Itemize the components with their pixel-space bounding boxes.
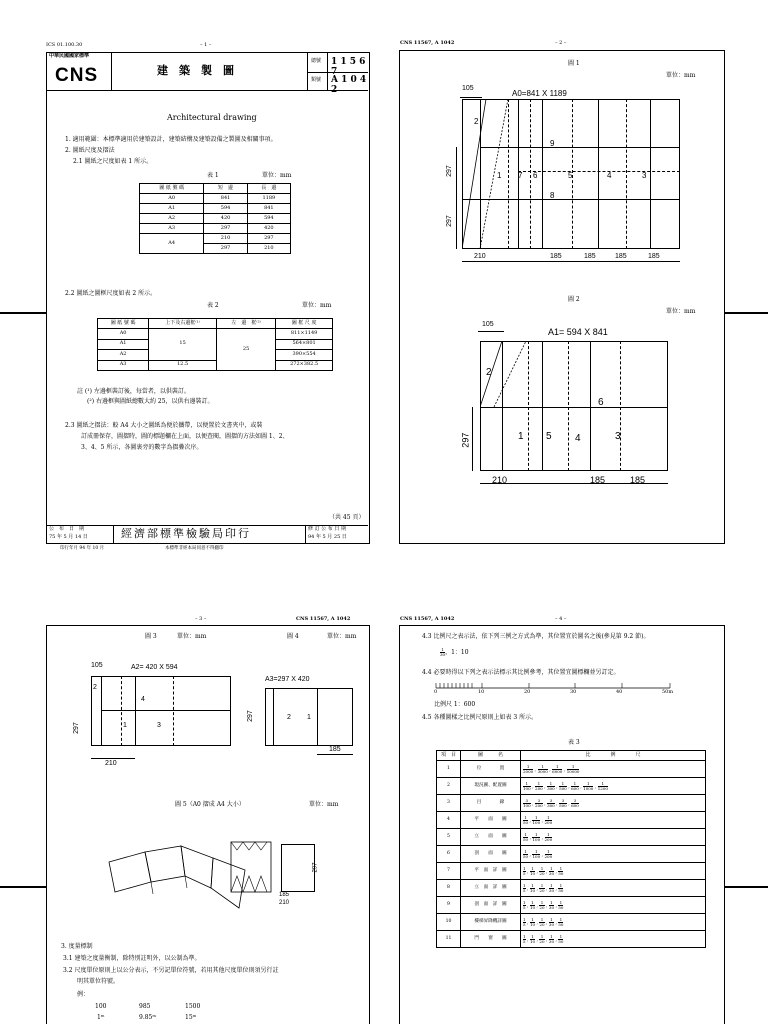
- pub-label: 公 布 日 期: [49, 526, 85, 532]
- cns-logo: CNS: [55, 65, 99, 86]
- scale-fraction: $\frac{1}{20}$: [539, 933, 545, 944]
- page-3: 圖 3 單位：mm 圖 4 單位：mm 105 A2= 420 X 594 2 4 1 3 297 210 A3=297 X 420 2 1 297 185 圖 5（A0 摺成 A4 大小） 單位：mm 297 185 210 3. 度量標制 3.1 建築之度量衡制，除特別註明外，以公制為準。 3.2 尺度單位原則上以公分表示，不另記單位符號，若用其他尺度單位則須另行註 明其單位符號。 例： 100 985 1500 1ᵐ 9.85ᵐ 15ᵐ: [46, 625, 370, 1024]
- fig2-caption: 圖 2: [568, 296, 580, 303]
- fig5-folded-stack: [227, 836, 287, 896]
- table-row: 3 目 錄 $\frac{3}{100}$ , $\frac{3}{200}$ , $\frac{3}{300}$ , $\frac{3}{500}$ , $\frac{3}{600}$: [437, 795, 706, 812]
- fig4-dim-b: 185: [329, 746, 341, 753]
- table3-caption: 表 3: [568, 739, 580, 746]
- fig4-title: A3=297 X 420: [265, 676, 310, 683]
- rev-label: 修 訂 公 布 日 期: [308, 526, 346, 532]
- page4-number: – 4 –: [555, 616, 567, 622]
- scale-example-1: $\frac{1}{30}$ ，1：10: [440, 647, 469, 657]
- print-date: 印行年月 94 年 10 月: [60, 546, 105, 551]
- fig4-caption: 圖 4: [287, 633, 299, 640]
- scale-fraction: $\frac{1}{600}$: [571, 780, 579, 791]
- org-name: 中華民國國家標準: [49, 53, 90, 59]
- table-row: 5 立 面 圖 $\frac{1}{50}$ , $\frac{1}{100}$ , $\frac{1}{200}$: [437, 829, 706, 846]
- class-label: 類號: [311, 77, 322, 83]
- section-4-4: 4.4 必要時得以下列之表示法標示其比例參考，其位置宜圖標欄並另訂定。: [422, 669, 620, 676]
- scale-fraction: $\frac{1}{6000}$: [552, 763, 563, 774]
- note-2: (²) 右邊框與圖紙總數大約 25，以供右邊裝訂。: [87, 398, 214, 405]
- pub-date: 75 年 5 月 14 日: [49, 534, 88, 540]
- section-3-2a: 3.2 尺度單位原則上以公分表示，不另記單位符號，若用其他尺度單位則須另行註: [63, 967, 279, 974]
- scale-fraction: $\frac{1}{200}$: [544, 848, 553, 859]
- fig1-fold-lines: [462, 99, 522, 249]
- scale-fraction: $\frac{1}{100}$: [523, 780, 531, 791]
- fig4-unit: 單位：mm: [327, 633, 357, 640]
- scale-fraction: $\frac{1}{5}$: [523, 916, 526, 927]
- table-row: 297 210: [140, 244, 291, 254]
- scale-fraction: $\frac{1}{100}$: [532, 831, 541, 842]
- fig1-dim-h1: 297: [445, 165, 453, 177]
- table-row: 11 門 窗 圖 $\frac{1}{5}$ , $\frac{1}{10}$ , $\frac{1}{20}$ , $\frac{1}{30}$ , $\frac{1}{50}$: [437, 931, 706, 948]
- fig1-dim-h2: 297: [445, 215, 453, 227]
- fig3-dim-h: 297: [72, 722, 80, 734]
- header-block: [47, 53, 368, 96]
- scale-fraction: $\frac{1}{50}$: [558, 933, 564, 944]
- page3-number: – 3 –: [195, 616, 207, 622]
- page1-number: – 1 –: [200, 42, 212, 48]
- table-1: 圖 紙 號 碼 短 邊 長 邊 A0 841 1189 A1 594 841 A2 420 594 A3 297 420 A4 210 297 297 210: [139, 183, 291, 254]
- scale-fraction: $\frac{1}{100}$: [532, 848, 541, 859]
- fig2-dim-h: 297: [460, 432, 471, 448]
- table-row: A1 564×801: [98, 339, 333, 350]
- table-row: A0 841 1189: [140, 194, 291, 204]
- table-row: A0 15 25 811×1149: [98, 329, 333, 340]
- section-2-3b: 訂成冊保存，圖摺時，圖的標題欄在上面，以便查閱，圖摺的方法如圖 1、2、: [81, 433, 289, 440]
- fig5-caption: 圖 5（A0 摺成 A4 大小）: [175, 801, 245, 808]
- scale-fraction: $\frac{1}{5}$: [523, 899, 526, 910]
- scale-fraction: $\frac{1}{3000}$: [537, 763, 548, 774]
- scale-fraction: $\frac{1}{200}$: [544, 831, 553, 842]
- table-2: 圖 紙 號 碼 上下及右邊框⁽¹⁾ 左 邊 框⁽²⁾ 圖 框 尺 度 A0 15 25 811×1149 A1 564×801 A2 390×554 A3 12.5 272×382.5: [97, 318, 333, 371]
- fig3-dim-w: 105: [91, 662, 103, 669]
- scale-fraction: $\frac{1}{20}$: [539, 865, 545, 876]
- table-row: A3 12.5 272×382.5: [98, 360, 333, 371]
- table2-caption: 表 2: [207, 302, 219, 309]
- scale-fraction: $\frac{1}{10}$: [529, 916, 536, 927]
- scale-fraction: $\frac{1}{5}$: [523, 933, 526, 944]
- crop-mark-right-bottom: [725, 886, 768, 888]
- page-2: 圖 1 單位：mm A0=841 X 1189 105 2 1 7 6 5 4 3 9 8 297 297 210 185 185 185 185 圖 2 單位：mm A1= 594 X 841 105 2 1 5 4 3 6 297 210 185 185: [399, 50, 725, 544]
- fig4-dim-h: 297: [246, 710, 254, 722]
- std-no: 1 1 5 6 7: [331, 57, 366, 78]
- scale-fraction: $\frac{3}{500}$: [559, 797, 567, 808]
- scale-fraction: $\frac{3}{100}$: [523, 797, 531, 808]
- scale-fraction: $\frac{1}{30}$: [548, 916, 554, 927]
- section-2-2: 2.2 圖紙之圖框尺度如表 2 所示。: [65, 290, 157, 297]
- table2-unit: 單位：mm: [302, 302, 332, 309]
- table1-caption: 表 1: [207, 172, 219, 179]
- fig2-dim-105: 105: [482, 321, 494, 328]
- graphic-scale-bar: [434, 680, 674, 690]
- scale-fraction: $\frac{1}{10000}$: [566, 763, 580, 774]
- scale-fraction: $\frac{1}{20}$: [539, 882, 545, 893]
- page-count: （共 45 頁）: [329, 514, 365, 521]
- fig2-unit: 單位：mm: [666, 308, 696, 315]
- table-row: 8 立 面 詳 圖 $\frac{1}{5}$ , $\frac{1}{10}$ , $\frac{1}{20}$ , $\frac{1}{30}$ , $\frac{1}{50}$: [437, 880, 706, 897]
- scale-fraction: $\frac{3}{600}$: [571, 797, 579, 808]
- scale-fraction: $\frac{1}{5}$: [523, 865, 526, 876]
- table-row: 10 樓梯昇降機詳圖 $\frac{1}{5}$ , $\frac{1}{10}$ , $\frac{1}{20}$ , $\frac{1}{30}$ , $\frac{1}{50}$: [437, 914, 706, 931]
- scale-fraction: $\frac{1}{20}$: [539, 916, 545, 927]
- fig3-unit: 單位：mm: [177, 633, 207, 640]
- scale-fraction: $\frac{1}{10}$: [529, 899, 536, 910]
- section-2-3c: 3、4、5 所示，各圖裏旁的數字為摺疊次序。: [81, 444, 203, 451]
- fig1-unit: 單位：mm: [666, 72, 696, 79]
- fig3-dim-b: 210: [105, 760, 117, 767]
- section-3-1: 3.1 建築之度量衡制，除特別註明外，以公制為準。: [63, 955, 201, 962]
- example-label: 例：: [77, 991, 90, 998]
- fig5-a4: [281, 844, 315, 892]
- copyright: 本標準非經本局同意不得翻印: [165, 546, 224, 551]
- std-no-label: 總號: [311, 58, 322, 64]
- section-2: 2. 圖紙尺度及摺法: [65, 147, 115, 154]
- page2-std: CNS 11567, A 1042: [400, 40, 455, 46]
- crop-mark-right-top: [725, 312, 768, 314]
- fig1-caption: 圖 1: [568, 60, 580, 67]
- page3-std: CNS 11567, A 1042: [296, 616, 351, 622]
- fig1-dim-105: 105: [462, 85, 474, 92]
- scale-fraction: $\frac{1}{50}$: [558, 916, 564, 927]
- scale-fraction: $\frac{1}{2000}$: [523, 763, 534, 774]
- crop-mark-left-top: [0, 312, 46, 314]
- page-4: 4.3 比例尺之表示法，依下列三例之方式為準，其位置宜於圖名之後(參見第 9.2 節)。 $\frac{1}{30}$ ，1：10 4.4 必要時得以下列之表示法標示其比例參考，其位置宜圖標欄並另訂定。 0 10 20 30 40 50m 比例尺 1：600 4.5 各種圖樣之比例尺原則上如表 3 所示。 表 3 項 目 圖 名 比 例 尺 1 位 置 $\frac{1}{2000}$ , $\frac{1}{3000}$ , $\frac{1}{6000}$ , $\frac{1}{10000}$ 2 現況圖、配置圖 $\frac{1}{100}$ , $\frac{1}{200}$ , $\frac{1}{300}$ , $\frac{1}{500}$ , $\frac{1}{600}$ , $\frac{1}{1000}$ , $\frac{1}{1200}$ 3 目 錄 $\frac{3}{100}$ , $\frac{3}{200}$ , $\frac{3}{300}$ , $\frac{3}{500}$ , $\frac{3}{600}$ 4 平 面 圖 $\frac{1}{50}$ , $\frac{1}{100}$ , $\frac{1}{200}$ 5 立 面 圖 $\frac{1}{50}$ , $\frac{1}{100}$ , $\frac{1}{200}$ 6 剖 面 圖 $\frac{1}{50}$ , $\frac{1}{100}$ , $\frac{1}{200}$ 7 平 面 詳 圖 $\frac{1}{5}$ , $\frac{1}{10}$ , $\frac{1}{20}$ , $\frac{1}{30}$ , $\frac{1}{50}$ 8 立 面 詳 圖 $\frac{1}{5}$ , $\frac{1}{10}$ , $\frac{1}{20}$ , $\frac{1}{30}$ , $\frac{1}{50}$ 9 剖 面 詳 圖 $\frac{1}{5}$ , $\frac{1}{10}$ , $\frac{1}{20}$ , $\frac{1}{30}$ , $\frac{1}{50}$ 10 樓梯昇降機詳圖 $\frac{1}{5}$ , $\frac{1}{10}$ , $\frac{1}{20}$ , $\frac{1}{30}$ , $\frac{1}{50}$ 11 門 窗 圖 $\frac{1}{5}$ , $\frac{1}{10}$ , $\frac{1}{20}$ , $\frac{1}{30}$ , $\frac{1}{50}$: [399, 625, 725, 1024]
- section-3-2b: 明其單位符號。: [77, 978, 120, 985]
- table-row: A2 390×554: [98, 350, 333, 361]
- scale-fraction: $\frac{1}{50}$: [558, 865, 564, 876]
- table-row: 4 平 面 圖 $\frac{1}{50}$ , $\frac{1}{100}$ , $\frac{1}{200}$: [437, 812, 706, 829]
- table-row: A2 420 594: [140, 214, 291, 224]
- table-row: A4 210 297: [140, 234, 291, 244]
- scale-fraction: $\frac{3}{200}$: [535, 797, 543, 808]
- section-1: 1. 適用範圍：本標準適用於建築設計，建築結構及建築設備之製圖及相關事項。: [65, 136, 277, 143]
- table-row: 9 剖 面 詳 圖 $\frac{1}{5}$ , $\frac{1}{10}$ , $\frac{1}{20}$ , $\frac{1}{30}$ , $\frac{1}{50}$: [437, 897, 706, 914]
- ics-code: ICS 01.100.30: [46, 42, 83, 48]
- scale-fraction: $\frac{1}{50}$: [558, 899, 564, 910]
- scale-fraction: $\frac{1}{10}$: [529, 882, 536, 893]
- section-2-3a: 2.3 圖紙之摺法：較 A4 大小之圖紙為便於攜帶，以便置於文書夾中，或裝: [65, 422, 263, 429]
- scale-fraction: $\frac{1}{50}$: [558, 882, 564, 893]
- section-4-3: 4.3 比例尺之表示法，依下列三例之方式為準，其位置宜於圖名之後(參見第 9.2 節)。: [422, 633, 650, 640]
- table-row: 2 現況圖、配置圖 $\frac{1}{100}$ , $\frac{1}{200}$ , $\frac{1}{300}$ , $\frac{1}{500}$ , $\frac{1}{600}$ , $\frac{1}{1000}$ , $\frac{1}{1200}$: [437, 778, 706, 795]
- fig1-title: A0=841 X 1189: [512, 89, 567, 98]
- fig3-title: A2= 420 X 594: [131, 664, 178, 671]
- page2-number: – 2 –: [555, 40, 567, 46]
- printer: 經濟部標準檢驗局印行: [121, 527, 251, 540]
- scale-fraction: $\frac{1}{50}$: [523, 831, 529, 842]
- fig3-sheet: [91, 676, 231, 746]
- section-2-1: 2.1 圖紙之尺度如表 1 所示。: [73, 158, 153, 165]
- table-row: A3 297 420: [140, 224, 291, 234]
- scale-fraction: $\frac{1}{1000}$: [583, 780, 594, 791]
- table-row: A1 594 841: [140, 204, 291, 214]
- footer-block: [47, 525, 368, 543]
- table-row: 6 剖 面 圖 $\frac{1}{50}$ , $\frac{1}{100}$ , $\frac{1}{200}$: [437, 846, 706, 863]
- fig2-title: A1= 594 X 841: [548, 327, 608, 337]
- scale-fraction: $\frac{1}{30}$: [548, 865, 554, 876]
- scale-text: 比例尺 1：600: [434, 701, 476, 708]
- section-4-5: 4.5 各種圖樣之比例尺原則上如表 3 所示。: [422, 714, 538, 721]
- scale-fraction: $\frac{1}{10}$: [529, 865, 536, 876]
- page-1: [46, 52, 370, 544]
- scale-fraction: $\frac{1}{10}$: [529, 933, 536, 944]
- english-title: Architectural drawing: [167, 113, 257, 122]
- scale-fraction: $\frac{1}{300}$: [547, 780, 555, 791]
- scale-fraction: $\frac{1}{200}$: [544, 814, 553, 825]
- scale-fraction: $\frac{1}{1200}$: [597, 780, 608, 791]
- scale-fraction: $\frac{1}{50}$: [523, 814, 529, 825]
- table-3: 項 目 圖 名 比 例 尺 1 位 置 $\frac{1}{2000}$ , $\frac{1}{3000}$ , $\frac{1}{6000}$ , $\frac{1}{10000}$ 2 現況圖、配置圖 $\frac{1}{100}$ , $\frac{1}{200}$ , $\frac{1}{300}$ , $\frac{1}{500}$ , $\frac{1}{600}$ , $\frac{1}{1000}$ , $\frac{1}{1200}$ 3 目 錄 $\frac{3}{100}$ , $\frac{3}{200}$ , $\frac{3}{300}$ , $\frac{3}{500}$ , $\frac{3}{600}$ 4 平 面 圖 $\frac{1}{50}$ , $\frac{1}{100}$ , $\frac{1}{200}$ 5 立 面 圖 $\frac{1}{50}$ , $\frac{1}{100}$ , $\frac{1}{200}$ 6 剖 面 圖 $\frac{1}{50}$ , $\frac{1}{100}$ , $\frac{1}{200}$ 7 平 面 詳 圖 $\frac{1}{5}$ , $\frac{1}{10}$ , $\frac{1}{20}$ , $\frac{1}{30}$ , $\frac{1}{50}$ 8 立 面 詳 圖 $\frac{1}{5}$ , $\frac{1}{10}$ , $\frac{1}{20}$ , $\frac{1}{30}$ , $\frac{1}{50}$ 9 剖 面 詳 圖 $\frac{1}{5}$ , $\frac{1}{10}$ , $\frac{1}{20}$ , $\frac{1}{30}$ , $\frac{1}{50}$ 10 樓梯昇降機詳圖 $\frac{1}{5}$ , $\frac{1}{10}$ , $\frac{1}{20}$ , $\frac{1}{30}$ , $\frac{1}{50}$ 11 門 窗 圖 $\frac{1}{5}$ , $\frac{1}{10}$ , $\frac{1}{20}$ , $\frac{1}{30}$ , $\frac{1}{50}$: [436, 750, 706, 948]
- section-3: 3. 度量標制: [61, 943, 93, 950]
- scale-fraction: $\frac{1}{100}$: [532, 814, 541, 825]
- note-1: 註 (¹) 左邊框裝訂後，每當者，以供裝訂。: [77, 388, 190, 395]
- scale-fraction: $\frac{3}{300}$: [547, 797, 555, 808]
- scale-fraction: $\frac{1}{30}$: [548, 933, 554, 944]
- class-no: A 1 0 4 2: [331, 75, 367, 96]
- scale-fraction: $\frac{1}{200}$: [535, 780, 543, 791]
- table-row: 7 平 面 詳 圖 $\frac{1}{5}$ , $\frac{1}{10}$ , $\frac{1}{20}$ , $\frac{1}{30}$ , $\frac{1}{50}$: [437, 863, 706, 880]
- crop-mark-left-bottom: [0, 886, 46, 888]
- scale-fraction: $\frac{1}{30}$: [548, 899, 554, 910]
- table-row: 1 位 置 $\frac{1}{2000}$ , $\frac{1}{3000}$ , $\frac{1}{6000}$ , $\frac{1}{10000}$: [437, 761, 706, 778]
- doc-title: 建 築 製 圖: [157, 64, 234, 77]
- scale-fraction: $\frac{1}{20}$: [539, 899, 545, 910]
- page4-std: CNS 11567, A 1042: [400, 616, 455, 622]
- scale-fraction: $\frac{1}{500}$: [559, 780, 567, 791]
- scale-fraction: $\frac{1}{30}$: [548, 882, 554, 893]
- fig3-caption: 圖 3: [145, 633, 157, 640]
- fig5-unit: 單位：mm: [309, 801, 339, 808]
- rev-date: 94 年 5 月 25 日: [308, 534, 347, 540]
- table1-unit: 單位：mm: [262, 172, 292, 179]
- scale-fraction: $\frac{1}{5}$: [523, 882, 526, 893]
- scale-fraction: $\frac{1}{50}$: [523, 848, 529, 859]
